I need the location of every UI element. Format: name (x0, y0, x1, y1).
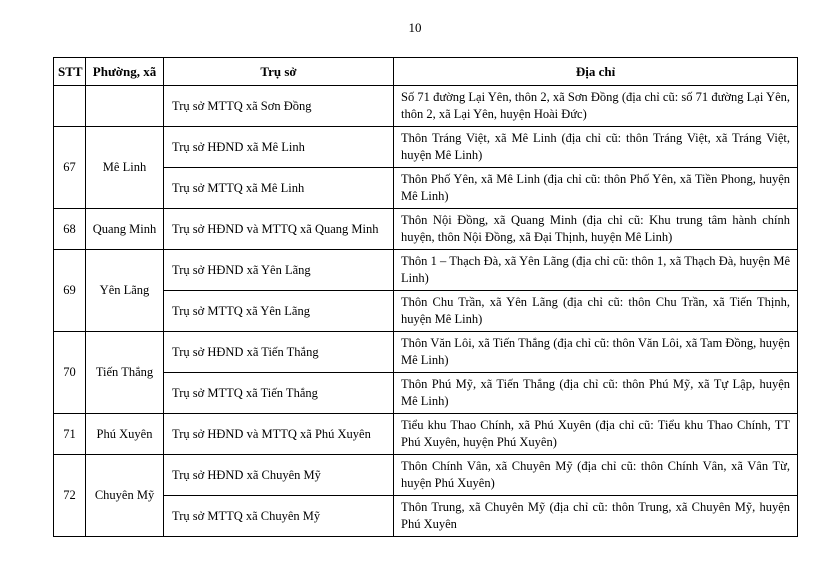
table-row (54, 414, 798, 455)
table-row (54, 455, 798, 496)
header-address: Địa chỉ (394, 58, 798, 86)
table-row (54, 496, 798, 537)
cell-address: Số 71 đường Lại Yên, thôn 2, xã Sơn Đồng (địa chỉ cũ: số 71 đường Lại Yên, thôn 2, xã Lại Yên, huyện Hoài Đức) (394, 86, 798, 127)
cell-stt: 67 (54, 127, 86, 209)
cell-stt: 68 (54, 209, 86, 250)
cell-commune: Yên Lãng (86, 250, 164, 332)
cell-address: Thôn Văn Lôi, xã Tiến Thắng (địa chỉ cũ: thôn Văn Lôi, xã Tam Đồng, huyện Mê Linh) (394, 332, 798, 373)
cell-address: Thôn Nội Đồng, xã Quang Minh (địa chỉ cũ: Khu trung tâm hành chính huyện, thôn Nội Đồng, xã Đại Thịnh, huyện Mê Linh) (394, 209, 798, 250)
header-office: Trụ sở (164, 58, 394, 86)
cell-commune: Tiến Thắng (86, 332, 164, 414)
table-row (54, 127, 798, 168)
cell-commune: Chuyên Mỹ (86, 455, 164, 537)
cell-stt: 70 (54, 332, 86, 414)
cell-office: Trụ sở HĐND xã Tiến Thắng (164, 332, 394, 373)
table-body (54, 86, 798, 537)
table-row (54, 291, 798, 332)
cell-address: Thôn Chính Vân, xã Chuyên Mỹ (địa chỉ cũ: thôn Chính Vân, xã Vân Từ, huyện Phú Xuyên) (394, 455, 798, 496)
table-row (54, 332, 798, 373)
office-address-table (53, 57, 798, 537)
cell-address: Thôn Chu Trần, xã Yên Lãng (địa chỉ cũ: thôn Chu Trần, xã Tiến Thịnh, huyện Mê Linh) (394, 291, 798, 332)
cell-office: Trụ sở MTTQ xã Sơn Đồng (164, 86, 394, 127)
cell-commune (86, 86, 164, 127)
cell-office: Trụ sở MTTQ xã Yên Lãng (164, 291, 394, 332)
header-stt: STT (54, 58, 86, 86)
cell-commune: Mê Linh (86, 127, 164, 209)
page-number: 10 (408, 20, 422, 35)
cell-stt (54, 86, 86, 127)
cell-commune: Quang Minh (86, 209, 164, 250)
table-row (54, 86, 798, 127)
cell-address: Thôn Phố Yên, xã Mê Linh (địa chỉ cũ: thôn Phố Yên, xã Tiền Phong, huyện Mê Linh) (394, 168, 798, 209)
table-row (54, 168, 798, 209)
cell-office: Trụ sở MTTQ xã Chuyên Mỹ (164, 496, 394, 537)
cell-address: Tiểu khu Thao Chính, xã Phú Xuyên (địa chỉ cũ: Tiểu khu Thao Chính, TT Phú Xuyên, huyện Phú Xuyên) (394, 414, 798, 455)
cell-office: Trụ sở MTTQ xã Mê Linh (164, 168, 394, 209)
cell-stt: 72 (54, 455, 86, 537)
cell-address: Thôn Trung, xã Chuyên Mỹ (địa chỉ cũ: thôn Trung, xã Chuyên Mỹ, huyện Phú Xuyên (394, 496, 798, 537)
cell-address: Thôn Phú Mỹ, xã Tiến Thắng (địa chỉ cũ: thôn Phú Mỹ, xã Tự Lập, huyện Mê Linh) (394, 373, 798, 414)
table-row (54, 209, 798, 250)
cell-address: Thôn 1 – Thạch Đà, xã Yên Lãng (địa chỉ cũ: thôn 1, xã Thạch Đà, huyện Mê Linh) (394, 250, 798, 291)
cell-office: Trụ sở MTTQ xã Tiến Thắng (164, 373, 394, 414)
cell-office: Trụ sở HĐND và MTTQ xã Quang Minh (164, 209, 394, 250)
cell-office: Trụ sở HĐND và MTTQ xã Phú Xuyên (164, 414, 394, 455)
cell-office: Trụ sở HĐND xã Yên Lãng (164, 250, 394, 291)
cell-commune: Phú Xuyên (86, 414, 164, 455)
cell-stt: 69 (54, 250, 86, 332)
header-commune: Phường, xã (86, 58, 164, 86)
cell-office: Trụ sở HĐND xã Chuyên Mỹ (164, 455, 394, 496)
cell-address: Thôn Tráng Việt, xã Mê Linh (địa chỉ cũ: thôn Tráng Việt, xã Tráng Việt, huyện Mê Linh) (394, 127, 798, 168)
table-row (54, 373, 798, 414)
cell-office: Trụ sở HĐND xã Mê Linh (164, 127, 394, 168)
table-header-row (54, 58, 798, 86)
cell-stt: 71 (54, 414, 86, 455)
table-row (54, 250, 798, 291)
